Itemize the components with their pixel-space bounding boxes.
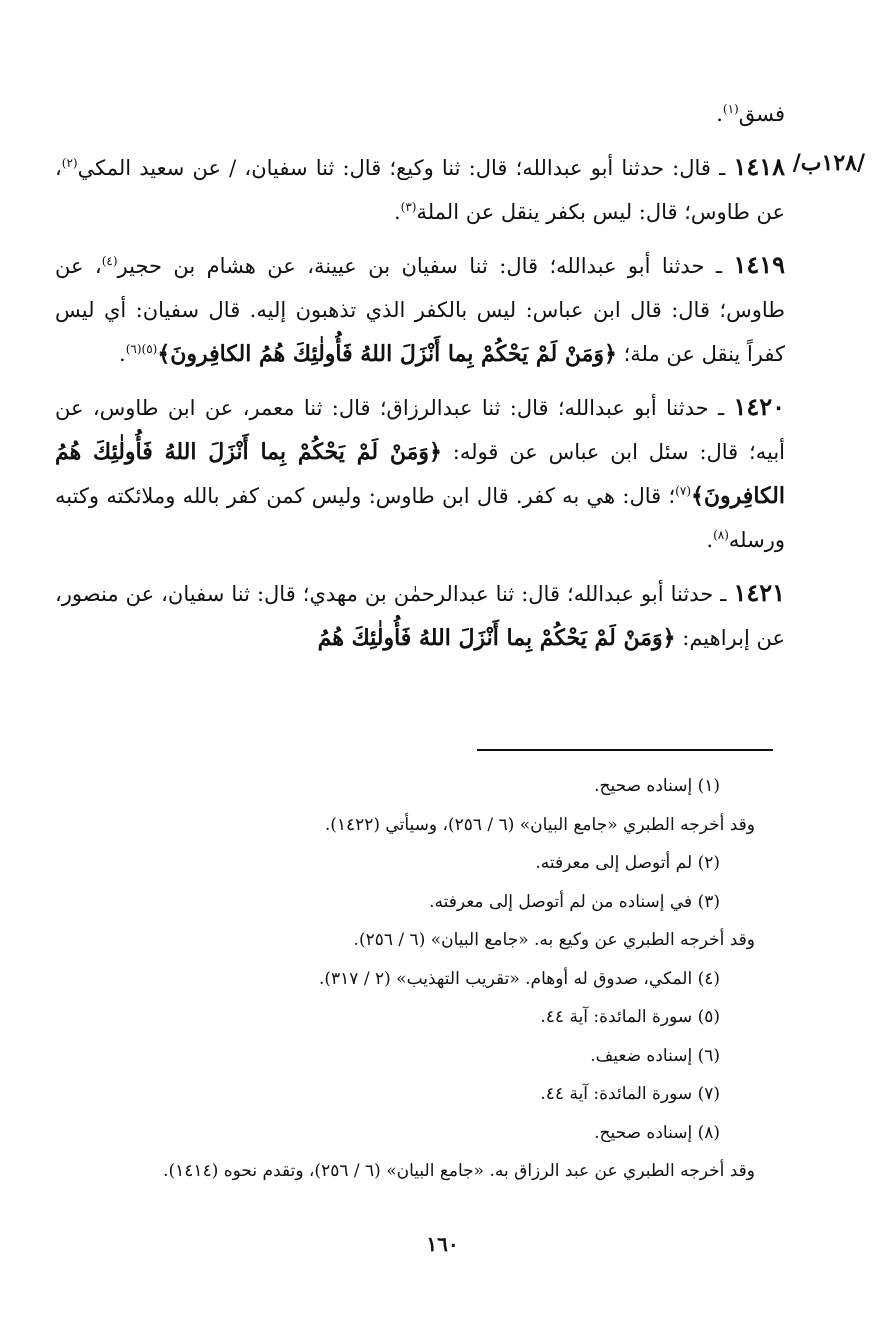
footnote-ref: (٣) bbox=[400, 200, 417, 214]
hadith-text: . bbox=[706, 528, 714, 552]
footnote-continuation: وقد أخرجه الطبري عن عبد الرزاق به. «جامع البيان» (٦ / ٢٥٦)، وتقدم نحوه (١٤١٤). bbox=[163, 1161, 755, 1181]
hadith-text: ، عن طاوس؛ قال: قال ابن عباس: ليس بالكفر الذي تذهبون إليه. قال سفيان: أي ليس كفراً ينقل عن ملة؛ bbox=[55, 254, 785, 366]
hadith-text: ؛ قال: هي به كفر. قال ابن طاوس: وليس كمن كفر بالله وملائكته وكتبه ورسله bbox=[55, 484, 785, 552]
hadith-text: ، عن طاوس؛ قال: ليس بكفر ينقل عن الملة bbox=[55, 156, 785, 224]
opening-line bbox=[55, 92, 785, 136]
footnote: (٦) إسناده ضعيف. bbox=[590, 1045, 720, 1066]
period: . bbox=[716, 102, 723, 126]
footnote: (٢) لم أتوصل إلى معرفته. bbox=[535, 853, 720, 873]
footnote: (٣) في إسناده من لم أتوصل إلى معرفته. bbox=[429, 891, 720, 912]
quran-verse: ﴿وَمَنْ لَمْ يَحْكُمْ بِما أَنْزَلَ اللهُ فَأُولٰئِكَ هُمُ bbox=[317, 625, 676, 651]
hadith-number: ١٤١٨ bbox=[733, 152, 785, 181]
hadith-number: ١٤١٩ bbox=[733, 250, 785, 279]
quran-verse: ﴿وَمَنْ لَمْ يَحْكُمْ بِما أَنْزَلَ اللهُ فَأُولٰئِكَ هُمُ الكافِرونَ﴾ bbox=[157, 341, 617, 367]
footnote: (٤) المكي، صدوق له أوهام. «تقريب التهذيب» (٢ / ٣١٧). bbox=[319, 968, 720, 989]
hadith-number: ١٤٢٠ bbox=[733, 392, 785, 421]
manuscript-folio-marker: /١٢٨ب/ bbox=[792, 150, 865, 176]
hadith-text: . bbox=[119, 342, 126, 366]
footnote-ref: (٤) bbox=[101, 254, 118, 268]
hadith-text: ـ حدثنا أبو عبدالله؛ قال: ثنا عبدالرحمٰن بن مهدي؛ قال: ثنا سفيان، عن منصور، عن إبراهيم: bbox=[55, 582, 785, 650]
page-number: ١٦٠ bbox=[426, 1232, 459, 1256]
hadith-text: . bbox=[393, 200, 401, 224]
footnote-ref: (٨) bbox=[713, 528, 729, 542]
footnote: (٧) سورة المائدة: آية ٤٤. bbox=[540, 1084, 720, 1104]
hadith-entry bbox=[55, 571, 785, 660]
hadith-entry bbox=[55, 243, 785, 376]
footnote-ref: (٢) bbox=[61, 156, 78, 170]
footnote: (١) إسناده صحيح. bbox=[594, 776, 720, 796]
footnote-ref: (٧) bbox=[675, 484, 691, 498]
footnote-ref: (٥)(٦) bbox=[125, 342, 158, 356]
footnotes bbox=[40, 770, 755, 1194]
footnote-ref: (١) bbox=[722, 102, 739, 116]
opening-word: فسق bbox=[738, 102, 785, 126]
main-text bbox=[55, 92, 785, 669]
hadith-number: ١٤٢١ bbox=[733, 578, 785, 607]
hadith-entry bbox=[55, 145, 785, 234]
footnote-separator bbox=[477, 749, 773, 751]
footnote-continuation: وقد أخرجه الطبري «جامع البيان» (٦ / ٢٥٦)، وسيأتي (١٤٢٢). bbox=[324, 814, 755, 835]
quran-verse: ﴿وَمَنْ لَمْ يَحْكُمْ بِما أَنْزَلَ اللهُ فَأُولٰئِكَ هُمُ الكافِرونَ﴾ bbox=[55, 439, 785, 509]
hadith-text: ـ حدثنا أبو عبدالله؛ قال: ثنا سفيان بن عيينة، عن هشام بن حجير bbox=[117, 254, 734, 278]
hadith-entry bbox=[55, 385, 785, 562]
footnote: (٨) إسناده صحيح. bbox=[594, 1122, 720, 1143]
hadith-entries bbox=[55, 145, 785, 660]
hadith-text: ـ قال: حدثنا أبو عبدالله؛ قال: ثنا وكيع؛ قال: ثنا سفيان، / عن سعيد المكي bbox=[77, 156, 734, 180]
footnote-continuation: وقد أخرجه الطبري عن وكيع به. «جامع البيان» (٦ / ٢٥٦). bbox=[353, 930, 755, 950]
footnote: (٥) سورة المائدة: آية ٤٤. bbox=[540, 1007, 720, 1027]
hadith-text: ـ حدثنا أبو عبدالله؛ قال: ثنا عبدالرزاق؛ قال: ثنا معمر، عن ابن طاوس، عن أبيه؛ قال: سئل ابن عباس عن قوله: bbox=[55, 396, 785, 464]
